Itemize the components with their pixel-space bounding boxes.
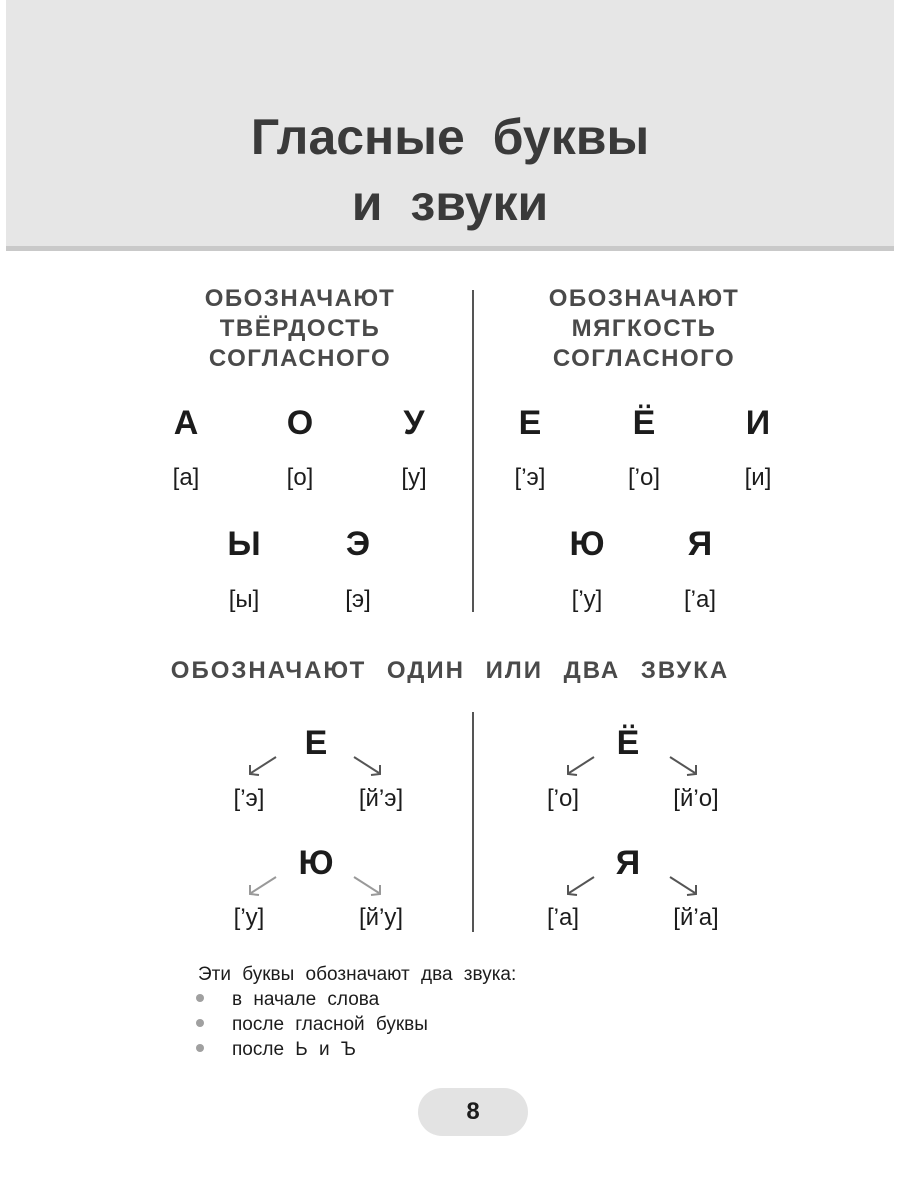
vowel-letter: А <box>173 404 199 442</box>
two-sounds-heading: ОБОЗНАЧАЮТ ОДИН ИЛИ ДВА ЗВУКА <box>170 657 730 684</box>
vowel-sound: [й’о] <box>673 785 719 812</box>
arrow-down-right-icon <box>666 754 702 778</box>
vowel-letter: Ю <box>298 844 334 882</box>
list-item-text: после гласной буквы <box>232 1014 428 1035</box>
vowel-letter: Е <box>304 724 328 762</box>
vowel-sound: [й’а] <box>673 904 719 931</box>
vowel-letter: Я <box>687 525 713 563</box>
vowel-letter: Я <box>615 844 641 882</box>
vowel-letter: Ё <box>632 404 656 442</box>
vowel-sound: [ы] <box>228 586 260 613</box>
vowel-sound: [’а] <box>683 586 716 613</box>
list-item-text: в начале слова <box>232 989 380 1010</box>
column-divider <box>472 712 474 932</box>
heading-line: ОБОЗНАЧАЮТ <box>548 285 740 312</box>
vowel-sound: [’э] <box>233 785 265 812</box>
list-item <box>196 1012 428 1038</box>
vowel-sound: [’у] <box>233 904 265 931</box>
heading-line: ОБОЗНАЧАЮТ <box>204 285 396 312</box>
vowel-sound: [и] <box>744 464 772 491</box>
bullet-icon <box>196 994 204 1002</box>
vowel-sound: [у] <box>401 464 427 491</box>
vowel-letter: Ю <box>569 525 605 563</box>
arrow-down-right-icon <box>350 754 386 778</box>
heading-line: СОГЛАСНОГО <box>208 345 392 372</box>
arrow-down-right-icon <box>666 874 702 898</box>
page-title-line-2: и звуки <box>351 175 549 231</box>
vowel-sound: [й’э] <box>358 785 404 812</box>
column-divider <box>472 290 474 612</box>
vowel-letter: О <box>286 404 314 442</box>
arrow-down-left-icon <box>562 754 598 778</box>
arrow-down-left-icon <box>562 874 598 898</box>
vowel-sound: [’о] <box>546 785 579 812</box>
bullet-icon <box>196 1044 204 1052</box>
vowel-letter: Е <box>518 404 542 442</box>
hard-consonant-heading <box>170 284 430 374</box>
vowel-sound: [э] <box>345 586 371 613</box>
page-title-line-1: Гласные буквы <box>250 109 650 165</box>
list-item <box>196 987 379 1013</box>
vowel-sound: [о] <box>286 464 314 491</box>
vowel-letter: Э <box>345 525 371 563</box>
heading-line: СОГЛАСНОГО <box>552 345 736 372</box>
heading-line: ТВЁРДОСТЬ <box>219 315 381 342</box>
list-item-text: после Ь и Ъ <box>232 1039 356 1060</box>
page-number: 8 <box>418 1088 528 1136</box>
heading-line: МЯГКОСТЬ <box>571 315 717 342</box>
arrow-down-left-icon <box>244 754 280 778</box>
vowel-letter: И <box>745 404 771 442</box>
soft-consonant-heading <box>514 284 774 374</box>
vowel-sound: [а] <box>172 464 200 491</box>
vowel-letter: Ё <box>616 724 640 762</box>
list-item <box>196 1037 356 1063</box>
vowel-sound: [’о] <box>627 464 660 491</box>
vowel-sound: [’а] <box>546 904 579 931</box>
vowel-letter: Ы <box>227 525 261 563</box>
vowel-sound: [’у] <box>571 586 603 613</box>
vowel-sound: [’э] <box>514 464 546 491</box>
bullet-icon <box>196 1019 204 1027</box>
title-banner <box>6 0 894 251</box>
vowel-sound: [й’у] <box>358 904 404 931</box>
arrow-down-right-icon <box>350 874 386 898</box>
vowel-letter: У <box>403 404 425 442</box>
arrow-down-left-icon <box>244 874 280 898</box>
note-intro: Эти буквы обозначают два звука: <box>198 964 517 985</box>
